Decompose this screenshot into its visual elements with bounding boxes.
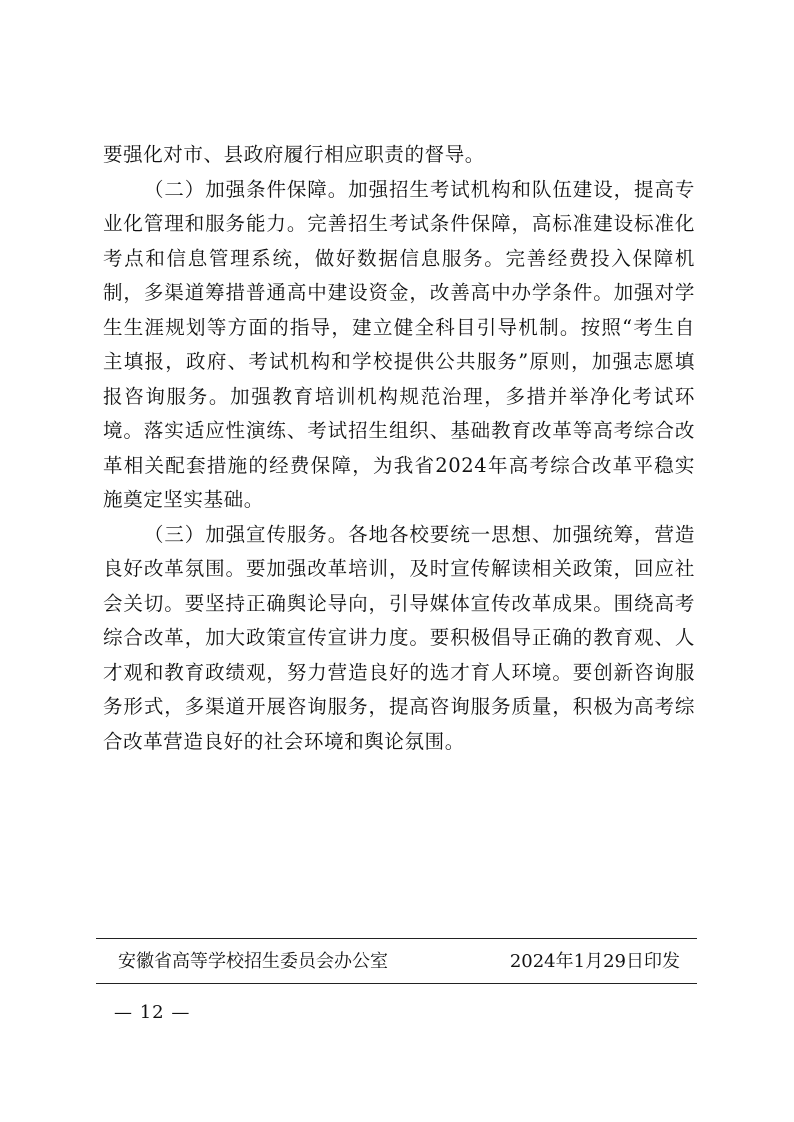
- paragraph-publicity-service: （三）加强宣传服务。各地各校要统一思想、加强统筹，营造良好改革氛围。要加强改革培训，及时宣传解读相关政策，回应社会关切。要坚持正确舆论导向，引导媒体宣传改革成果。围绕高考综合改革，加大政策宣传宣讲力度。要积极倡导正确的教育观、人才观和教育政绩观，努力营造良好的选才育人环境。要创新咨询服务形式，多渠道开展咨询服务，提高咨询服务质量，积极为高考综合改革营造良好的社会环境和舆论氛围。: [103, 522, 695, 753]
- page-number: — 12 —: [114, 1002, 191, 1023]
- document-body: [103, 138, 695, 759]
- footer-top-rule: [96, 938, 697, 939]
- issuer-name: 安徽省高等学校招生委员会办公室: [118, 951, 388, 972]
- footer-bottom-rule: [96, 983, 697, 984]
- issue-date: 2024年1月29日印发: [509, 951, 680, 972]
- paragraph-continuation: 要强化对市、县政府履行相应职责的督导。: [103, 143, 485, 166]
- issuance-footer: [118, 949, 680, 975]
- paragraph-condition-guarantee: （二）加强条件保障。加强招生考试机构和队伍建设，提高专业化管理和服务能力。完善招生考试条件保障，高标准建设标准化考点和信息管理系统，做好数据信息服务。完善经费投入保障机制，多渠道筹措普通高中建设资金，改善高中办学条件。加强对学生生涯规划等方面的指导，建立健全科目引导机制。按照“考生自主填报，政府、考试机构和学校提供公共服务”原则，加强志愿填报咨询服务。加强教育培训机构规范治理，多措并举净化考试环境。落实适应性演练、考试招生组织、基础教育改革等高考综合改革相关配套措施的经费保障，为我省2024年高考综合改革平稳实施奠定坚实基础。: [103, 177, 695, 511]
